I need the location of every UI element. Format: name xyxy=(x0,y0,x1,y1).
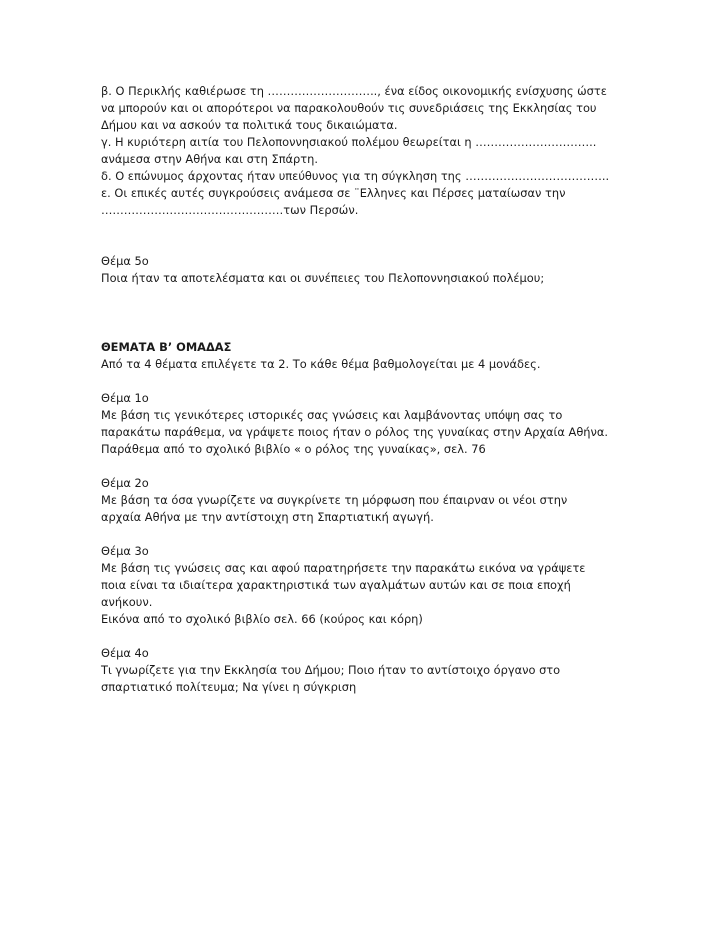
theme-line: αρχαία Αθήνα με την αντίστοιχη στη Σπαρτιατική αγωγή. xyxy=(101,510,434,524)
theme-line: ανήκουν. xyxy=(101,595,153,609)
spacer xyxy=(101,458,641,475)
theme-line: Τι γνωρίζετε για την Εκκλησία του Δήμου; Ποιο ήταν το αντίστοιχο όργανο στο xyxy=(101,663,561,677)
spacer xyxy=(101,373,641,390)
theme-5-question: Ποια ήταν τα αποτελέσματα και οι συνέπειες του Πελοποννησιακού πολέμου; xyxy=(101,271,545,285)
fill-line-g-1: γ. Η κυριότερη αιτία του Πελοποννησιακού πολέμου θεωρείται η ………………………….. xyxy=(101,135,597,149)
theme-line: παρακάτω παράθεμα, να γράψετε ποιος ήταν ο ρόλος της γυναίκας στην Αρχαία Αθήνα. xyxy=(101,425,608,439)
group-b-heading: ΘΕΜΑΤΑ Β’ ΟΜΑΔΑΣ xyxy=(101,340,232,354)
theme-line: Με βάση τα όσα γνωρίζετε να συγκρίνετε τη μόρφωση που έπαιρναν οι νέοι στην xyxy=(101,493,568,507)
theme-title: Θέμα 4ο xyxy=(101,646,149,660)
fill-line-e-1: ε. Οι επικές αυτές συγκρούσεις ανάμεσα σε ¨Ελληνες και Πέρσες ματαίωσαν την xyxy=(101,186,566,200)
theme-line: σπαρτιατικό πολίτευμα; Να γίνει η σύγκριση xyxy=(101,680,357,694)
group-b-theme-1 xyxy=(101,390,641,458)
theme-5-title: Θέμα 5ο xyxy=(101,254,149,268)
theme-line: ποια είναι τα ιδιαίτερα χαρακτηριστικά των αγαλμάτων αυτών και σε ποια εποχή xyxy=(101,578,571,592)
group-b-theme-2 xyxy=(101,475,641,526)
group-b-theme-3 xyxy=(101,543,641,628)
fill-line-e-2: …………………………………………των Περσών. xyxy=(101,203,359,217)
spacer xyxy=(101,526,641,543)
document-body xyxy=(101,83,641,696)
fill-line-g-2: ανάμεσα στην Αθήνα και στη Σπάρτη. xyxy=(101,152,318,166)
fill-line-b-3: Δήμου και να ασκούν τα πολιτικά τους δικαιώματα. xyxy=(101,118,398,132)
spacer xyxy=(101,219,641,253)
theme-line: Εικόνα από το σχολικό βιβλίο σελ. 66 (κούρος και κόρη) xyxy=(101,612,423,626)
spacer xyxy=(101,287,641,339)
fill-in-blanks-section xyxy=(101,83,641,219)
spacer xyxy=(101,628,641,645)
theme-line: Παράθεμα από το σχολικό βιβλίο « ο ρόλος της γυναίκας», σελ. 76 xyxy=(101,442,486,456)
theme-line: Με βάση τις γνώσεις σας και αφού παρατηρήσετε την παρακάτω εικόνα να γράψετε xyxy=(101,561,586,575)
fill-line-b-1: β. Ο Περικλής καθιέρωσε τη ……………………….., ένα είδος οικονομικής ενίσχυσης ώστε xyxy=(101,84,607,98)
theme-title: Θέμα 2ο xyxy=(101,476,149,490)
group-b-instructions: Από τα 4 θέματα επιλέγετε τα 2. Το κάθε θέμα βαθμολογείται με 4 μονάδες. xyxy=(101,357,541,371)
group-b-section xyxy=(101,339,641,696)
fill-line-d: δ. Ο επώνυμος άρχοντας ήταν υπεύθυνος για τη σύγκληση της ……………………………….. xyxy=(101,169,610,183)
theme-5-section xyxy=(101,253,641,287)
theme-title: Θέμα 1ο xyxy=(101,391,149,405)
group-b-theme-4 xyxy=(101,645,641,696)
theme-title: Θέμα 3ο xyxy=(101,544,149,558)
theme-line: Με βάση τις γενικότερες ιστορικές σας γνώσεις και λαμβάνοντας υπόψη σας το xyxy=(101,408,563,422)
fill-line-b-2: να μπορούν και οι απορότεροι να παρακολουθούν τις συνεδριάσεις της Εκκλησίας του xyxy=(101,101,597,115)
